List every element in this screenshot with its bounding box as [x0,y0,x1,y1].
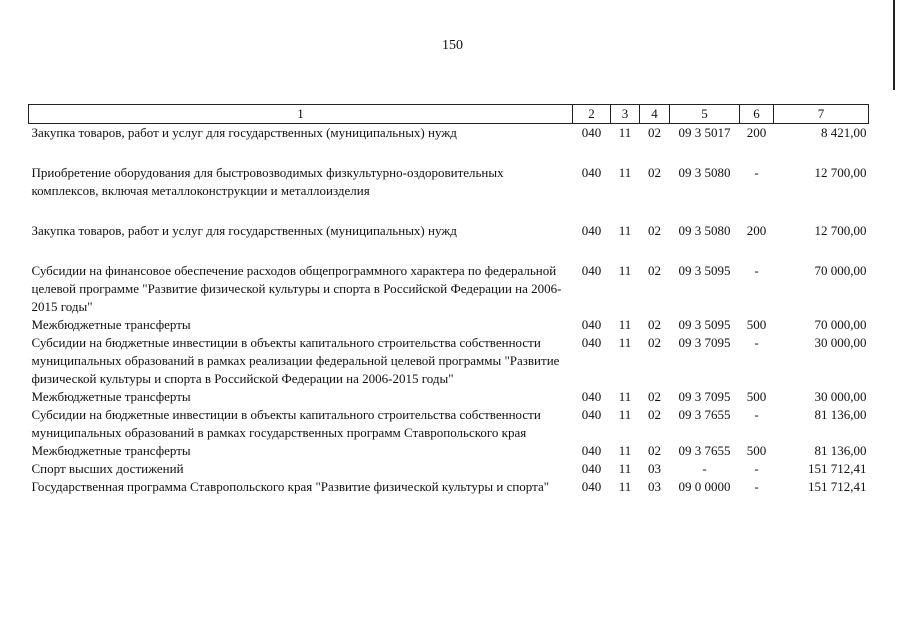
row-csr: 09 3 5095 [678,317,731,332]
row-sum: 151 712,41 [808,461,867,476]
row-rz: 11 [618,263,632,278]
row-csr: 09 3 5017 [678,125,731,140]
table-row [29,222,869,262]
row-ved: 040 [581,389,602,404]
row-csr: 09 3 7655 [678,443,731,458]
header-col-1: 1 [29,105,573,124]
row-pr: 02 [648,317,661,332]
row-name: Субсидии на бюджетные инвестиции в объекты капитального строительства собственности муниципальных образований в рамках реализации федеральной целевой программы "Развитие физической культуры и спорта в Российской Федерации на 2006-2015 годы" [31,335,560,386]
header-col-2: 2 [573,105,611,124]
row-sum: 30 000,00 [814,335,867,350]
row-sum: 151 712,41 [808,479,867,494]
header-col-4: 4 [640,105,670,124]
row-ved: 040 [581,479,602,494]
row-name: Закупка товаров, работ и услуг для государственных (муниципальных) нужд [31,125,457,140]
page-edge-line [893,0,895,90]
row-rz: 11 [618,335,632,350]
table-row [29,124,869,165]
row-pr: 02 [648,335,661,350]
row-vr: - [754,165,759,180]
row-ved: 040 [581,223,602,238]
row-vr: - [754,461,759,476]
row-ved: 040 [581,317,602,332]
row-name: Субсидии на финансовое обеспечение расходов общепрограммного характера по федеральной целевой программе "Развитие физической культуры и спорта в Российской Федерации на 2006-2015 годы" [31,263,562,314]
row-sum: 8 421,00 [821,125,867,140]
row-vr: - [754,479,759,494]
row-name: Межбюджетные трансферты [31,317,191,332]
table-row [29,164,869,222]
row-name: Межбюджетные трансферты [31,389,191,404]
row-rz: 11 [618,389,632,404]
row-rz: 11 [618,479,632,494]
row-rz: 11 [618,165,632,180]
row-rz: 11 [618,407,632,422]
row-name: Государственная программа Ставропольского края "Развитие физической культуры и спорта" [31,479,550,494]
row-ved: 040 [581,125,602,140]
row-pr: 02 [648,389,661,404]
table-row [29,388,869,406]
row-ved: 040 [581,335,602,350]
row-vr: - [754,263,759,278]
table-row [29,262,869,316]
row-csr: - [702,461,707,476]
row-vr: 500 [746,389,767,404]
row-vr: 200 [746,223,767,238]
row-rz: 11 [618,317,632,332]
row-pr: 02 [648,125,661,140]
table-row [29,406,869,442]
row-rz: 11 [618,461,632,476]
row-csr: 09 3 7095 [678,389,731,404]
table-row [29,334,869,388]
page-number: 150 [442,38,463,53]
row-rz: 11 [618,443,632,458]
row-sum: 30 000,00 [814,389,867,404]
table-row [29,460,869,478]
table-row [29,316,869,334]
row-name: Закупка товаров, работ и услуг для государственных (муниципальных) нужд [31,223,457,238]
row-ved: 040 [581,165,602,180]
row-sum: 81 136,00 [814,443,867,458]
row-rz: 11 [618,125,632,140]
row-csr: 09 0 0000 [678,479,731,494]
header-col-3: 3 [611,105,640,124]
row-sum: 70 000,00 [814,317,867,332]
table-row [29,478,869,496]
row-name: Спорт высших достижений [31,461,184,476]
row-name: Межбюджетные трансферты [31,443,191,458]
row-vr: 500 [746,317,767,332]
row-sum: 12 700,00 [814,223,867,238]
table-row [29,442,869,460]
row-csr: 09 3 7655 [678,407,731,422]
header-col-5: 5 [670,105,740,124]
row-pr: 02 [648,165,661,180]
row-csr: 09 3 7095 [678,335,731,350]
row-vr: 200 [746,125,767,140]
row-sum: 12 700,00 [814,165,867,180]
row-pr: 02 [648,443,661,458]
row-sum: 81 136,00 [814,407,867,422]
row-csr: 09 3 5095 [678,263,731,278]
row-sum: 70 000,00 [814,263,867,278]
row-name: Приобретение оборудования для быстровозводимых физкультурно-оздоровительных комплексов, включая металлоконструкции и металлоизделия [31,165,504,198]
header-col-6: 6 [740,105,774,124]
header-col-7: 7 [774,105,869,124]
row-ved: 040 [581,461,602,476]
budget-table [28,104,869,496]
row-ved: 040 [581,407,602,422]
row-csr: 09 3 5080 [678,165,731,180]
row-rz: 11 [618,223,632,238]
row-pr: 03 [648,461,661,476]
row-ved: 040 [581,263,602,278]
row-vr: - [754,407,759,422]
row-pr: 02 [648,407,661,422]
row-pr: 02 [648,263,661,278]
row-vr: 500 [746,443,767,458]
row-pr: 03 [648,479,661,494]
row-name: Субсидии на бюджетные инвестиции в объекты капитального строительства собственности муниципальных образований в рамках государственных программ Ставропольского края [31,407,541,440]
table-header-row [29,105,869,124]
row-vr: - [754,335,759,350]
row-pr: 02 [648,223,661,238]
row-ved: 040 [581,443,602,458]
row-csr: 09 3 5080 [678,223,731,238]
